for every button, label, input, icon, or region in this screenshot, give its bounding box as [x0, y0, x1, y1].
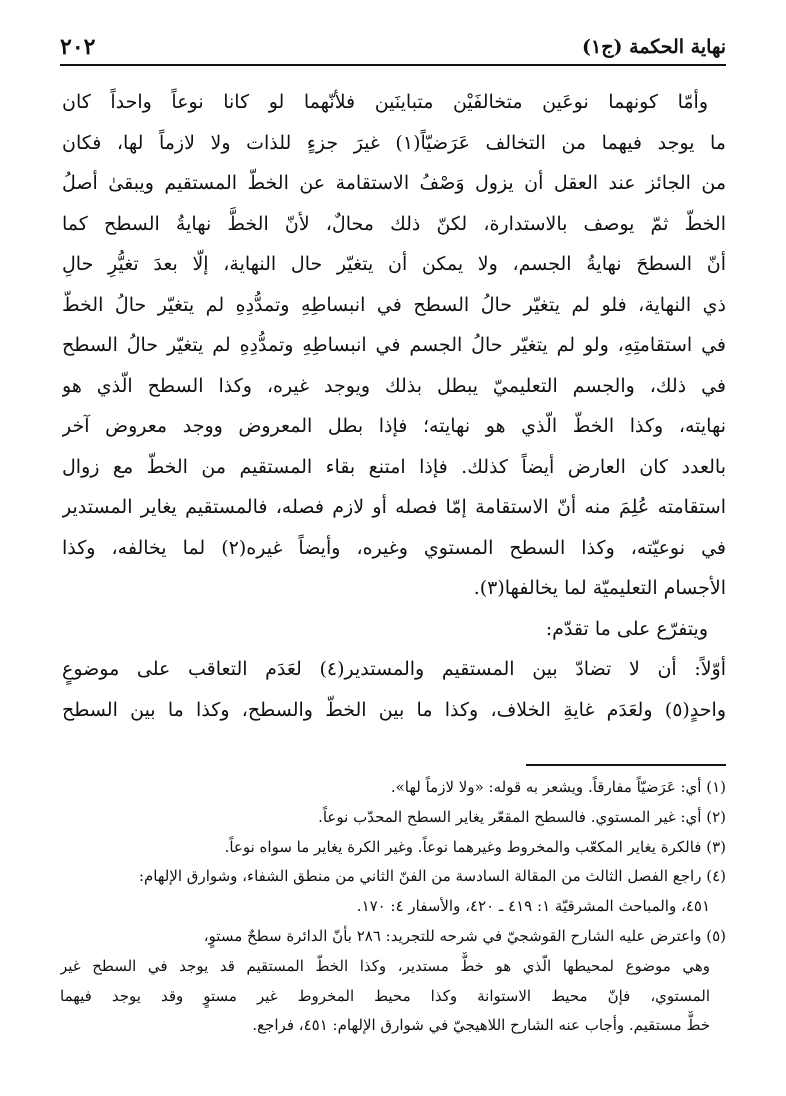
- text-line: أنّ السطحَ نهايةُ الجسم، ولا يمكن أن يتغيّر حال النهاية، إلّا بعدَ تغيُّرِ حالِ: [62, 253, 726, 275]
- text-line: من الجائز عند العقل أن يزول وَصْفُ الاستقامة عن الخطّ المستقيم ويبقىٰ أصلُ: [62, 172, 726, 194]
- footnotes: [60, 773, 726, 1041]
- text-line: نهايته، وكذا الخطّ الّذي هو نهايته؛ فإذا بطل المعروض ووجد معروض آخر: [62, 415, 726, 437]
- text-line: في نوعيّته، وكذا السطح المستوي وغيره، وأيضاً غيره(٢) لما يخالفه، وكذا: [62, 536, 726, 559]
- footnote-separator: [526, 764, 726, 766]
- main-text: [62, 82, 726, 730]
- text-line: استقامته عُلِمَ منه أنّ الاستقامة إمّا فصله أو لازم فصله، فالمستقيم يغاير المستدير: [62, 496, 726, 518]
- footnote-line: (١) أي: عَرَضيّاً مفارقاً. ويشعر به قوله: «ولا لازماً لها».: [390, 778, 726, 796]
- text-line: في ذلك، والجسم التعليميّ يبطل بذلك ويوجد غيره، وكذا السطح الّذي هو: [62, 374, 726, 397]
- footnote-line: خطٌّ مستقيم. وأجاب عنه الشارح اللاهيجيّ في شوارق الإلهام: ٤٥١، فراجع.: [252, 1016, 710, 1035]
- text-line: ويتفرّع على ما تقدّم:: [545, 617, 708, 640]
- running-title: نهاية الحكمة (ج١): [581, 36, 726, 58]
- page-number: ٢٠٢: [60, 34, 96, 60]
- text-line: واحدٍ(٥) ولعَدَم غايةِ الخلاف، وكذا ما بين الخطّ والسطح، وكذا ما بين السطح: [62, 698, 726, 721]
- footnote-line: (٣) فالكرة يغاير المكعّب والمخروط وغيرهما نوعاً. وغير الكرة يغاير ما سواه نوعاً.: [224, 837, 726, 856]
- footnote-line: وهي موضوع لمحيطها الّذي هو خطٌّ مستدير، وكذا الخطّ المستقيم قد يوجد في السطح غير: [60, 956, 710, 975]
- text-line: الخطّ ثمّ يوصف بالاستدارة، لكنّ ذلك محالٌ، لأنّ الخطَّ نهايةُ السطح كما: [62, 212, 726, 235]
- text-line: وأمّا كونهما نوعَين متخالفَيْن متباينَين فلأنّهما لو كانا نوعاً واحداً كان: [62, 91, 708, 113]
- footnote-line: (٢) أي: غير المستوي. فالسطح المقعّر يغاير السطح المحدّب نوعاً.: [318, 807, 726, 826]
- footnote-line: (٥) واعترض عليه الشارح القوشجيّ في شرحه للتجريد: ٢٨٦ بأنّ الدائرة سطحٌ مستوٍ،: [203, 926, 726, 945]
- text-line: ما يوجد فيهما من التخالف عَرَضيّاً(١) غيرَ جزءٍ للذات ولا لازماً لها، فكان: [62, 131, 726, 154]
- text-line: بالعدد كان العارض أيضاً كذلك. فإذا امتنع بقاء المستقيم من الخطّ مع زوال: [62, 455, 726, 478]
- footnote-line: (٤) راجع الفصل الثالث من المقالة السادسة من الفنّ الثاني من منطق الشفاء، وشوارق الإلهام:: [138, 867, 726, 886]
- page-header: [60, 30, 726, 66]
- footnote-line: المستوي، فإنّ محيط الاستوانة وكذا محيط المخروط غير مستوٍ وقد يوجد فيهما: [60, 986, 710, 1005]
- text-line: الأجسام التعليميّة لما يخالفها(٣).: [473, 577, 726, 599]
- footnote-line: ٤٥١، والمباحث المشرقيّة ١: ٤١٩ ـ ٤٢٠، والأسفار ٤: ١٧٠.: [356, 897, 710, 916]
- text-line: في استقامتِهِ، ولو لم يتغيّر حالُ الجسم في انبساطِهِ وتمدُّدِهِ لم يتغيّر حالُ السطح: [62, 334, 726, 356]
- text-line: أوّلاً: أن لا تضادّ بين المستقيم والمستدير(٤) لعَدَم التعاقب على موضوعٍ: [62, 658, 726, 680]
- text-line: ذي النهاية، فلو لم يتغيّر حالُ السطح في انبساطِهِ وتمدُّدِهِ لم يتغيّر حالُ الخطّ: [62, 293, 726, 316]
